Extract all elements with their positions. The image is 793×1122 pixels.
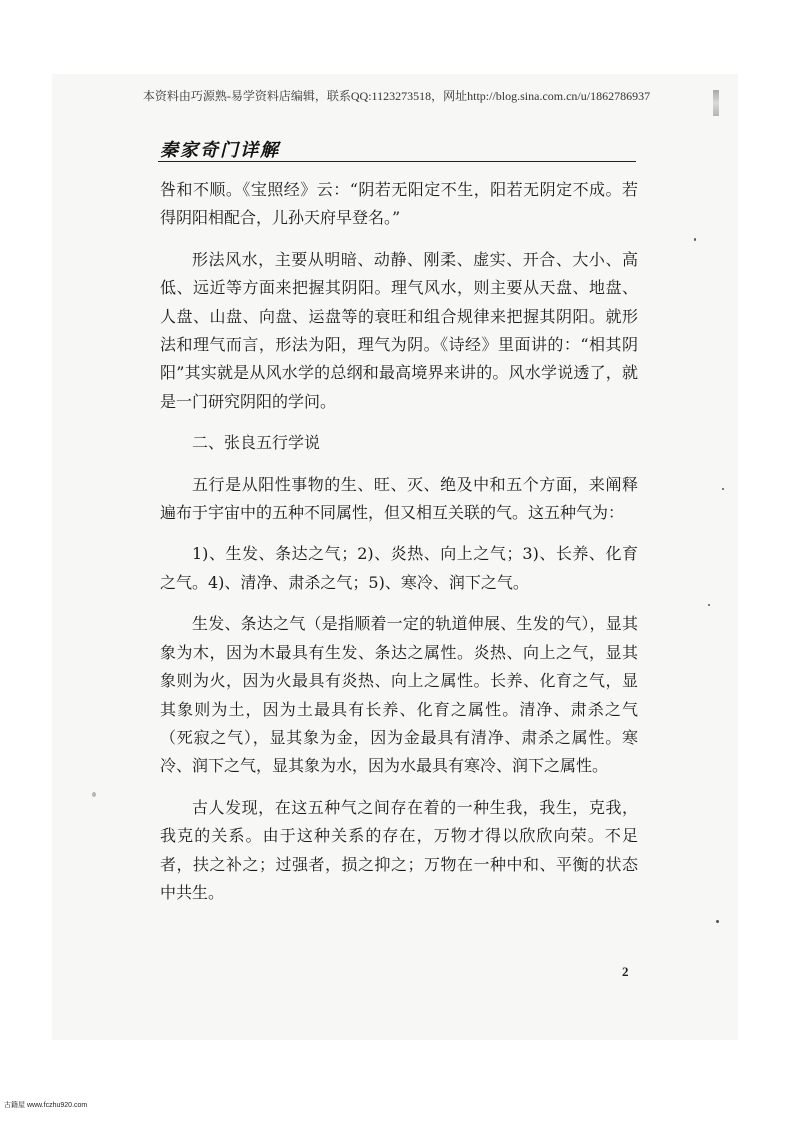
scan-artifact — [713, 90, 719, 116]
paragraph-five-qi-explanation: 生发、条达之气（是指顺着一定的轨道伸展、生发的气），显其象为木，因为木最具有生发、条达之属性。炎热、向上之气，显其象则为火，因为火最具有炎热、向上之属性。长养、化育之气，显其象则为土，因为土最具有长养、化育之属性。清净、肃杀之气（死寂之气），显其象为金，因为金最具有清净、肃杀之属性。寒冷、润下之气，显其象为水，因为水最具有寒冷、润下之属性。 — [160, 614, 638, 776]
paragraph-generating-controlling: 古人发现，在这五种气之间存在着的一种生我，我生，克我，我克的关系。由于这种关系的存在，万物才得以欣欣向荣。不足者，扶之补之；过强者，损之抑之；万物在一种中和、平衡的状态中共生。 — [160, 797, 638, 902]
body-text — [160, 176, 638, 907]
book-title-header: 秦家奇门详解 — [160, 140, 280, 161]
scan-speck — [722, 488, 724, 490]
footer-credit: 古籍屋 www.fczhu920.com — [4, 1102, 88, 1109]
scan-speck — [716, 920, 719, 923]
scan-speck — [708, 604, 710, 606]
scan-speck — [694, 238, 696, 241]
paragraph-form-and-qi: 形法风水，主要从明暗、动静、刚柔、虚实、开合、大小、高低、远近等方面来把握其阴阳。理气风水，则主要从天盘、地盘、人盘、山盘、向盘、运盘等的衰旺和组合规律来把握其阴阳。就形法和理气而言，形法为阳，理气为阴。《诗经》里面讲的：“相其阴阳”其实就是从风水学的总纲和最高境界来讲的。风水学说透了，就是一门研究阴阳的学问。 — [160, 249, 638, 411]
page-number: 2 — [622, 964, 629, 979]
paragraph-continuation: 咎和不顺。《宝照经》云：“阴若无阳定不生，阳若无阴定不成。若得阴阳相配合，儿孙天府早登名。” — [160, 180, 638, 228]
watermark-text: 本资料由巧源熟-易学资料店编辑，联系QQ:1123273518，网址http://blog.sina.com.cn/u/1862786937 — [142, 89, 651, 103]
section-heading: 二、张良五行学说 — [192, 433, 321, 453]
paragraph-five-elements-intro: 五行是从阳性事物的生、旺、灭、绝及中和五个方面，来阐释遍布于宇宙中的五种不同属性，但又相互关联的气。这五种气为： — [160, 474, 638, 523]
paragraph-five-qi-list: 1)、生发、条达之气；2)、炎热、向上之气；3)、长养、化育之气。4)、清净、肃杀之气；5)、寒冷、润下之气。 — [160, 544, 638, 592]
header-rule — [158, 161, 636, 162]
scan-speck — [92, 792, 96, 797]
